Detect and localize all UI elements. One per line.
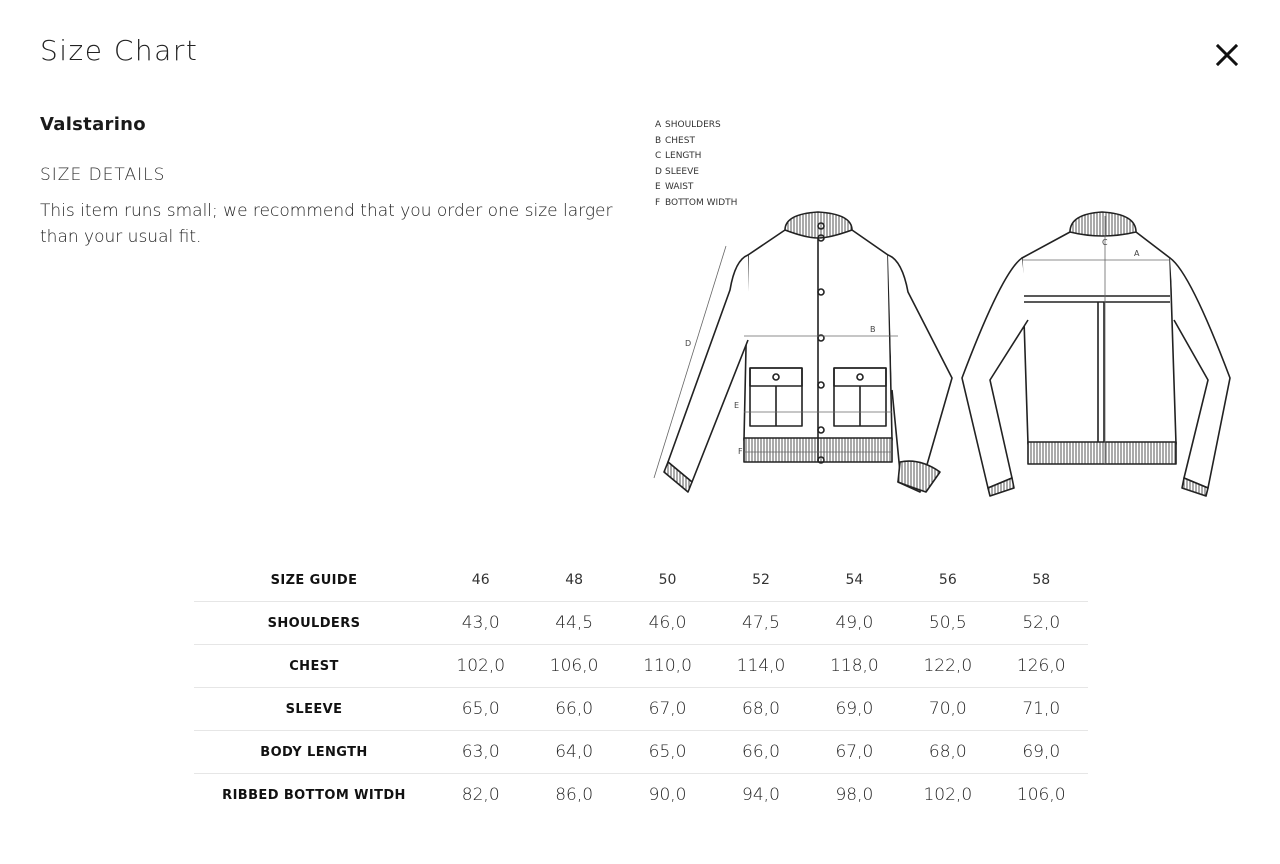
table-cell: 66,0	[527, 688, 620, 731]
table-cell: 52,0	[995, 602, 1088, 645]
size-header: 58	[1032, 572, 1051, 588]
table-cell: 94,0	[714, 774, 807, 817]
row-label: BODY LENGTH	[194, 731, 434, 774]
mark-b: B	[870, 325, 876, 334]
table-cell: 110,0	[621, 645, 714, 688]
mark-e: E	[734, 401, 740, 410]
table-cell: 64,0	[527, 731, 620, 774]
table-row	[194, 688, 1088, 731]
table-cell: 114,0	[714, 645, 807, 688]
jacket-front	[664, 212, 952, 492]
table-cell: 69,0	[808, 688, 901, 731]
table-cell: 67,0	[808, 731, 901, 774]
modal-title: Size Chart	[40, 34, 199, 67]
legend-item: D SLEEVE	[655, 166, 699, 177]
size-details-heading: SIZE DETAILS	[40, 165, 166, 185]
measurement-legend	[655, 118, 737, 212]
mark-f: F	[738, 447, 743, 456]
product-name: Valstarino	[40, 114, 146, 135]
table-cell: 49,0	[808, 602, 901, 645]
close-button[interactable]	[1208, 36, 1246, 74]
table-cell: 82,0	[434, 774, 527, 817]
size-guide-header: SIZE GUIDE	[270, 572, 358, 588]
table-cell: 65,0	[434, 688, 527, 731]
table-cell: 86,0	[527, 774, 620, 817]
table-header-row	[194, 559, 1088, 602]
table-cell: 66,0	[714, 731, 807, 774]
table-cell: 43,0	[434, 602, 527, 645]
size-header: 56	[938, 572, 957, 588]
table-cell: 69,0	[995, 731, 1088, 774]
table-cell: 106,0	[527, 645, 620, 688]
legend-item: B CHEST	[655, 135, 695, 146]
table-cell: 68,0	[901, 731, 994, 774]
size-header: 52	[752, 572, 770, 588]
table-cell: 126,0	[995, 645, 1088, 688]
table-cell: 98,0	[808, 774, 901, 817]
size-header: 48	[565, 572, 584, 588]
table-row	[194, 774, 1088, 817]
legend-item: C LENGTH	[655, 151, 702, 162]
table-cell: 67,0	[621, 688, 714, 731]
table-cell: 44,5	[527, 602, 620, 645]
table-row	[194, 645, 1088, 688]
table-row	[194, 602, 1088, 645]
table-cell: 118,0	[808, 645, 901, 688]
table-cell: 102,0	[434, 645, 527, 688]
size-header: 54	[845, 572, 864, 588]
row-label: SLEEVE	[194, 688, 434, 731]
table-cell: 90,0	[621, 774, 714, 817]
size-header: 50	[658, 572, 677, 588]
close-icon	[1216, 44, 1238, 66]
mark-c: C	[1102, 238, 1108, 247]
jacket-back	[962, 212, 1230, 496]
size-details-text: This item runs small; we recommend that you order one size larger than your usual fit.	[40, 201, 613, 247]
table-cell: 63,0	[434, 731, 527, 774]
mark-a: A	[1134, 249, 1140, 258]
table-cell: 106,0	[995, 774, 1088, 817]
mark-d: D	[685, 339, 692, 348]
legend-item: A SHOULDERS	[655, 120, 721, 130]
table-cell: 71,0	[995, 688, 1088, 731]
table-cell: 47,5	[714, 602, 807, 645]
table-cell: 50,5	[901, 602, 994, 645]
legend-item: E WAIST	[655, 182, 694, 193]
size-header: 46	[471, 572, 490, 588]
row-label: SHOULDERS	[194, 602, 434, 645]
table-cell: 46,0	[621, 602, 714, 645]
table-row	[194, 731, 1088, 774]
table-cell: 70,0	[901, 688, 994, 731]
table-cell: 68,0	[714, 688, 807, 731]
row-label: RIBBED BOTTOM WITDH	[194, 774, 434, 817]
table-cell: 65,0	[621, 731, 714, 774]
legend-item: F BOTTOM WIDTH	[655, 197, 738, 208]
row-label: CHEST	[194, 645, 434, 688]
size-guide-table	[194, 559, 1088, 816]
table-cell: 102,0	[901, 774, 994, 817]
jacket-diagram	[640, 200, 1240, 500]
table-cell: 122,0	[901, 645, 994, 688]
